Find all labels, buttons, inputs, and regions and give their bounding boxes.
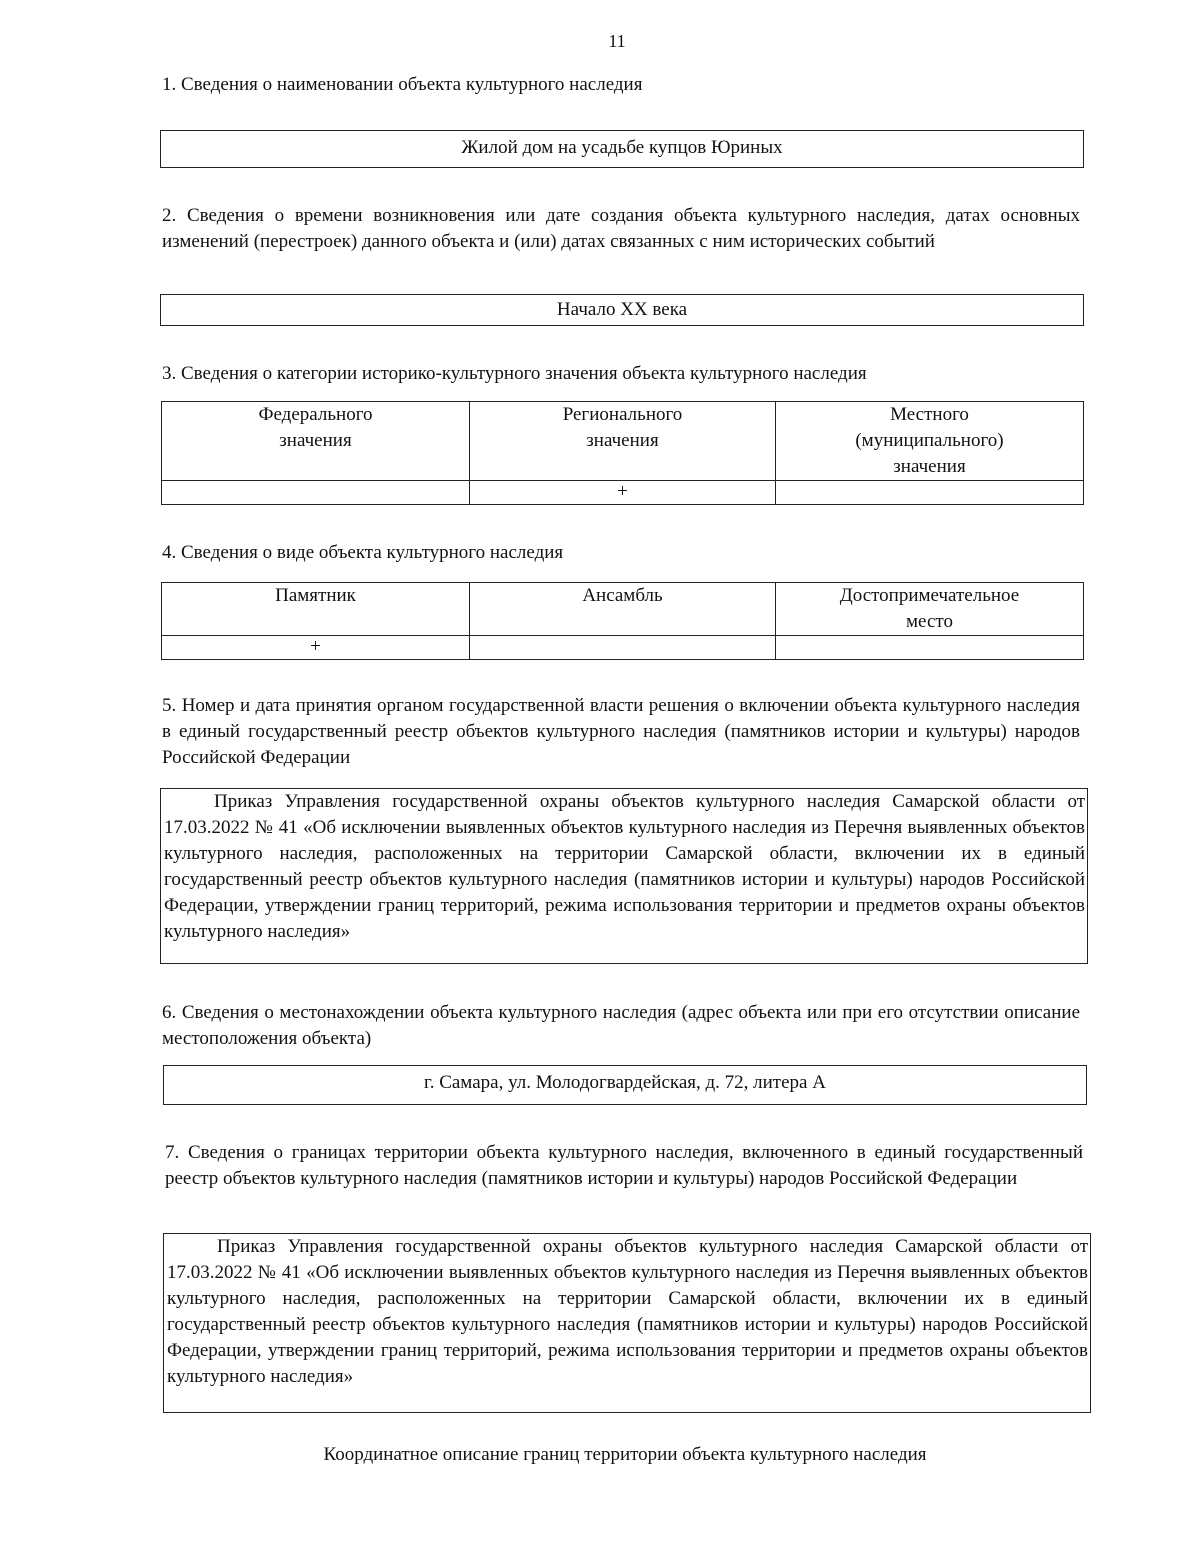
section1-value: Жилой дом на усадьбе купцов Юриных [461,137,783,158]
type-ensemble: Ансамбль [470,583,776,636]
section1-value-box [160,130,1084,168]
page-number: 11 [608,31,626,51]
section3-heading: 3. Сведения о категории историко-культурного значения объекта культурного наследия [162,363,867,384]
coordinates-caption: Координатное описание границ территории объекта культурного наследия [323,1444,927,1465]
section6-value: г. Самара, ул. Молодогвардейская, д. 72, литера А [424,1072,826,1093]
category-local-mark [776,481,1084,505]
category-local: Местного (муниципального) значения [776,402,1084,481]
section7-value: Приказ Управления государственной охраны объектов культурного наследия Самарской области от 17.03.2022 № 41 «Об исключении выявленных объектов культурного наследия из Перечня выявленных объектов культурного наследия, расположенных на территории Самарской области, включении их в единый государственный реестр объектов культурного наследия (памятников истории и культуры) народов Российской Федерации, утверждении границ территорий, режима использования территории и предметов охраны объектов культурного наследия» [167,1236,1088,1387]
type-monument: Памятник [162,583,470,636]
category-regional: Регионального значения [470,402,776,481]
type-landmark: Достопримечательное место [776,583,1084,636]
section6-heading: 6. Сведения о местонахождении объекта культурного наследия (адрес объекта или при его отсутствии описание местоположения объекта) [162,1002,1080,1049]
section2-value: Начало XX века [556,299,688,320]
category-federal-mark [162,481,470,505]
type-ensemble-mark [470,636,776,660]
category-header-row [162,402,1084,481]
type-table [161,582,1084,660]
category-table [161,401,1084,505]
section4-heading: 4. Сведения о виде объекта культурного наследия [162,542,564,563]
category-regional-mark: + [470,481,776,505]
section5-value: Приказ Управления государственной охраны объектов культурного наследия Самарской области от 17.03.2022 № 41 «Об исключении выявленных объектов культурного наследия из Перечня выявленных объектов культурного наследия, расположенных на территории Самарской области, включении их в единый государственный реестр объектов культурного наследия (памятников истории и культуры) народов Российской Федерации, утверждении границ территорий, режима использования территории и предметов охраны объектов культурного наследия» [164,791,1085,942]
section5-value-box [160,788,1088,964]
type-header-row [162,583,1084,636]
section6-value-box [163,1065,1087,1105]
section5-heading: 5. Номер и дата принятия органом государственной власти решения о включении объекта культурного наследия в единый государственный реестр объектов культурного наследия (памятников истории и культуры) народов Российской Федерации [162,695,1080,768]
category-federal: Федерального значения [162,402,470,481]
section7-heading: 7. Сведения о границах территории объекта культурного наследия, включенного в единый государственный реестр объектов культурного наследия (памятников истории и культуры) народов Российской Федерации [165,1142,1083,1189]
section2-value-box [160,294,1084,326]
type-monument-mark: + [162,636,470,660]
section7-value-box [163,1233,1091,1413]
type-landmark-mark [776,636,1084,660]
section2-heading: 2. Сведения о времени возникновения или дате создания объекта культурного наследия, датах основных изменений (перестроек) данного объекта и (или) датах связанных с ним исторических событий [162,205,1080,252]
type-mark-row [162,636,1084,660]
section1-heading: 1. Сведения о наименовании объекта культурного наследия [162,74,643,95]
category-mark-row [162,481,1084,505]
